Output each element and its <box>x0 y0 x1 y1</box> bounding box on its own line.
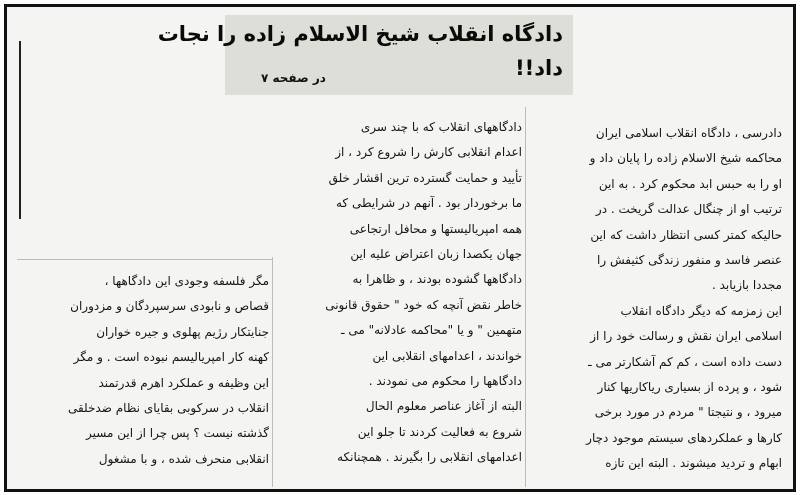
text-line: مگر فلسفه وجودی این دادگاهها ، <box>104 274 269 288</box>
page-reference: در صفحه ۷ <box>261 71 326 85</box>
text-line: البته از آغاز عناصر معلوم الحال <box>365 399 522 414</box>
text-line: گذشته نیست ؟ پس چرا از این مسیر <box>86 426 269 441</box>
text-line: دادرسی ، دادگاه انقلاب اسلامی ایران <box>595 126 782 140</box>
text-line: قصاص و نابودی سرسپردگان و مزدوران <box>70 299 269 314</box>
text-line: میرود ، و نتیجتا " مردم در مورد برخی <box>594 405 782 420</box>
newspaper-clipping <box>4 4 796 492</box>
text-line: عنصر فاسد و منفور زندگی کثیفش را <box>597 253 782 268</box>
column-divider-left <box>272 257 273 487</box>
headline-line-1: دادگاه انقلاب شیخ الاسلام زاده را نجات <box>157 22 563 46</box>
text-line: او را به حبس ابد محکوم کرد . به این <box>598 176 782 191</box>
text-line: تأیید و حمایت گسترده ترین اقشار خلق <box>328 170 522 185</box>
headline-line-2: داد!! <box>515 56 563 80</box>
text-line: دادگاهها گشوده بودند ، و ظاهرا به <box>352 272 522 287</box>
text-line: اعدام انقلابی کارش را شروع کرد ، از <box>335 145 522 160</box>
text-line: شود ، و پرده از بسیاری ریاکاریها کنار <box>597 380 782 395</box>
text-line: خواندند ، اعدامهای انقلابی این <box>372 348 522 363</box>
text-line: خاطر نقض آنچه که خود " حقوق قانونی <box>325 297 522 312</box>
text-line: جنایتکار رژیم پهلوی و جیره خواران <box>96 324 269 339</box>
text-line: ترتیب او از چنگال عدالت گریخت . در <box>595 202 782 217</box>
text-line: محاکمه شیخ الاسلام زاده را پایان داد و <box>589 151 782 166</box>
text-line: انقلابی منحرف شده ، و با مشغول <box>98 451 269 466</box>
article-column-left <box>19 269 269 491</box>
text-line: دادگاهها را محکوم می نمودند . <box>368 374 522 389</box>
text-line: دادگاههای انقلاب که با چند سری <box>360 120 522 134</box>
text-line: دست داده است ، کم کم آشکارتر می ـ <box>588 354 782 369</box>
text-line: شروع به فعالیت کردند تا جلو این <box>357 424 522 439</box>
text-line: ابهام و تردید میشوند . البته این تازه <box>605 456 782 471</box>
text-line: مجددا بازیابد . <box>711 278 782 293</box>
text-line: متهمین " و یا "محاکمه عادلانه" می ـ <box>341 323 522 338</box>
text-line: این وظیفه و عملکرد اهرم قدرتمند <box>98 375 269 390</box>
text-line: این زمزمه که دیگر دادگاه انقلاب <box>620 303 782 318</box>
text-line: اعدامهای انقلابی را بگیرند . همچنانکه <box>337 450 522 465</box>
text-line: جهان یکصدا زبان اعتراض علیه این <box>350 247 522 262</box>
text-line: حالیکه کمتر کسی انتظار داشت که این <box>590 227 782 242</box>
text-line: همه امپریالیستها و محافل ارتجاعی <box>349 221 522 236</box>
article-column-middle <box>277 115 522 489</box>
text-line: کهنه کار امپریالیسم نبوده است . و مگر <box>73 350 269 365</box>
text-line: ما برخوردار بود . آنهم در شرایطی که <box>336 196 522 211</box>
text-line: اسلامی ایران نقش و رسالت خود را از <box>590 329 782 344</box>
margin-mark <box>19 41 21 219</box>
article-column-right <box>532 121 782 492</box>
headline-box <box>157 15 573 95</box>
text-line: انقلاب در سرکوبی بقایای نظام ضدخلقی <box>67 401 269 416</box>
section-rule <box>17 259 273 260</box>
column-divider-right <box>525 107 526 487</box>
text-line: کارها و عملکردهای سیستم موجود دچار <box>586 430 782 445</box>
